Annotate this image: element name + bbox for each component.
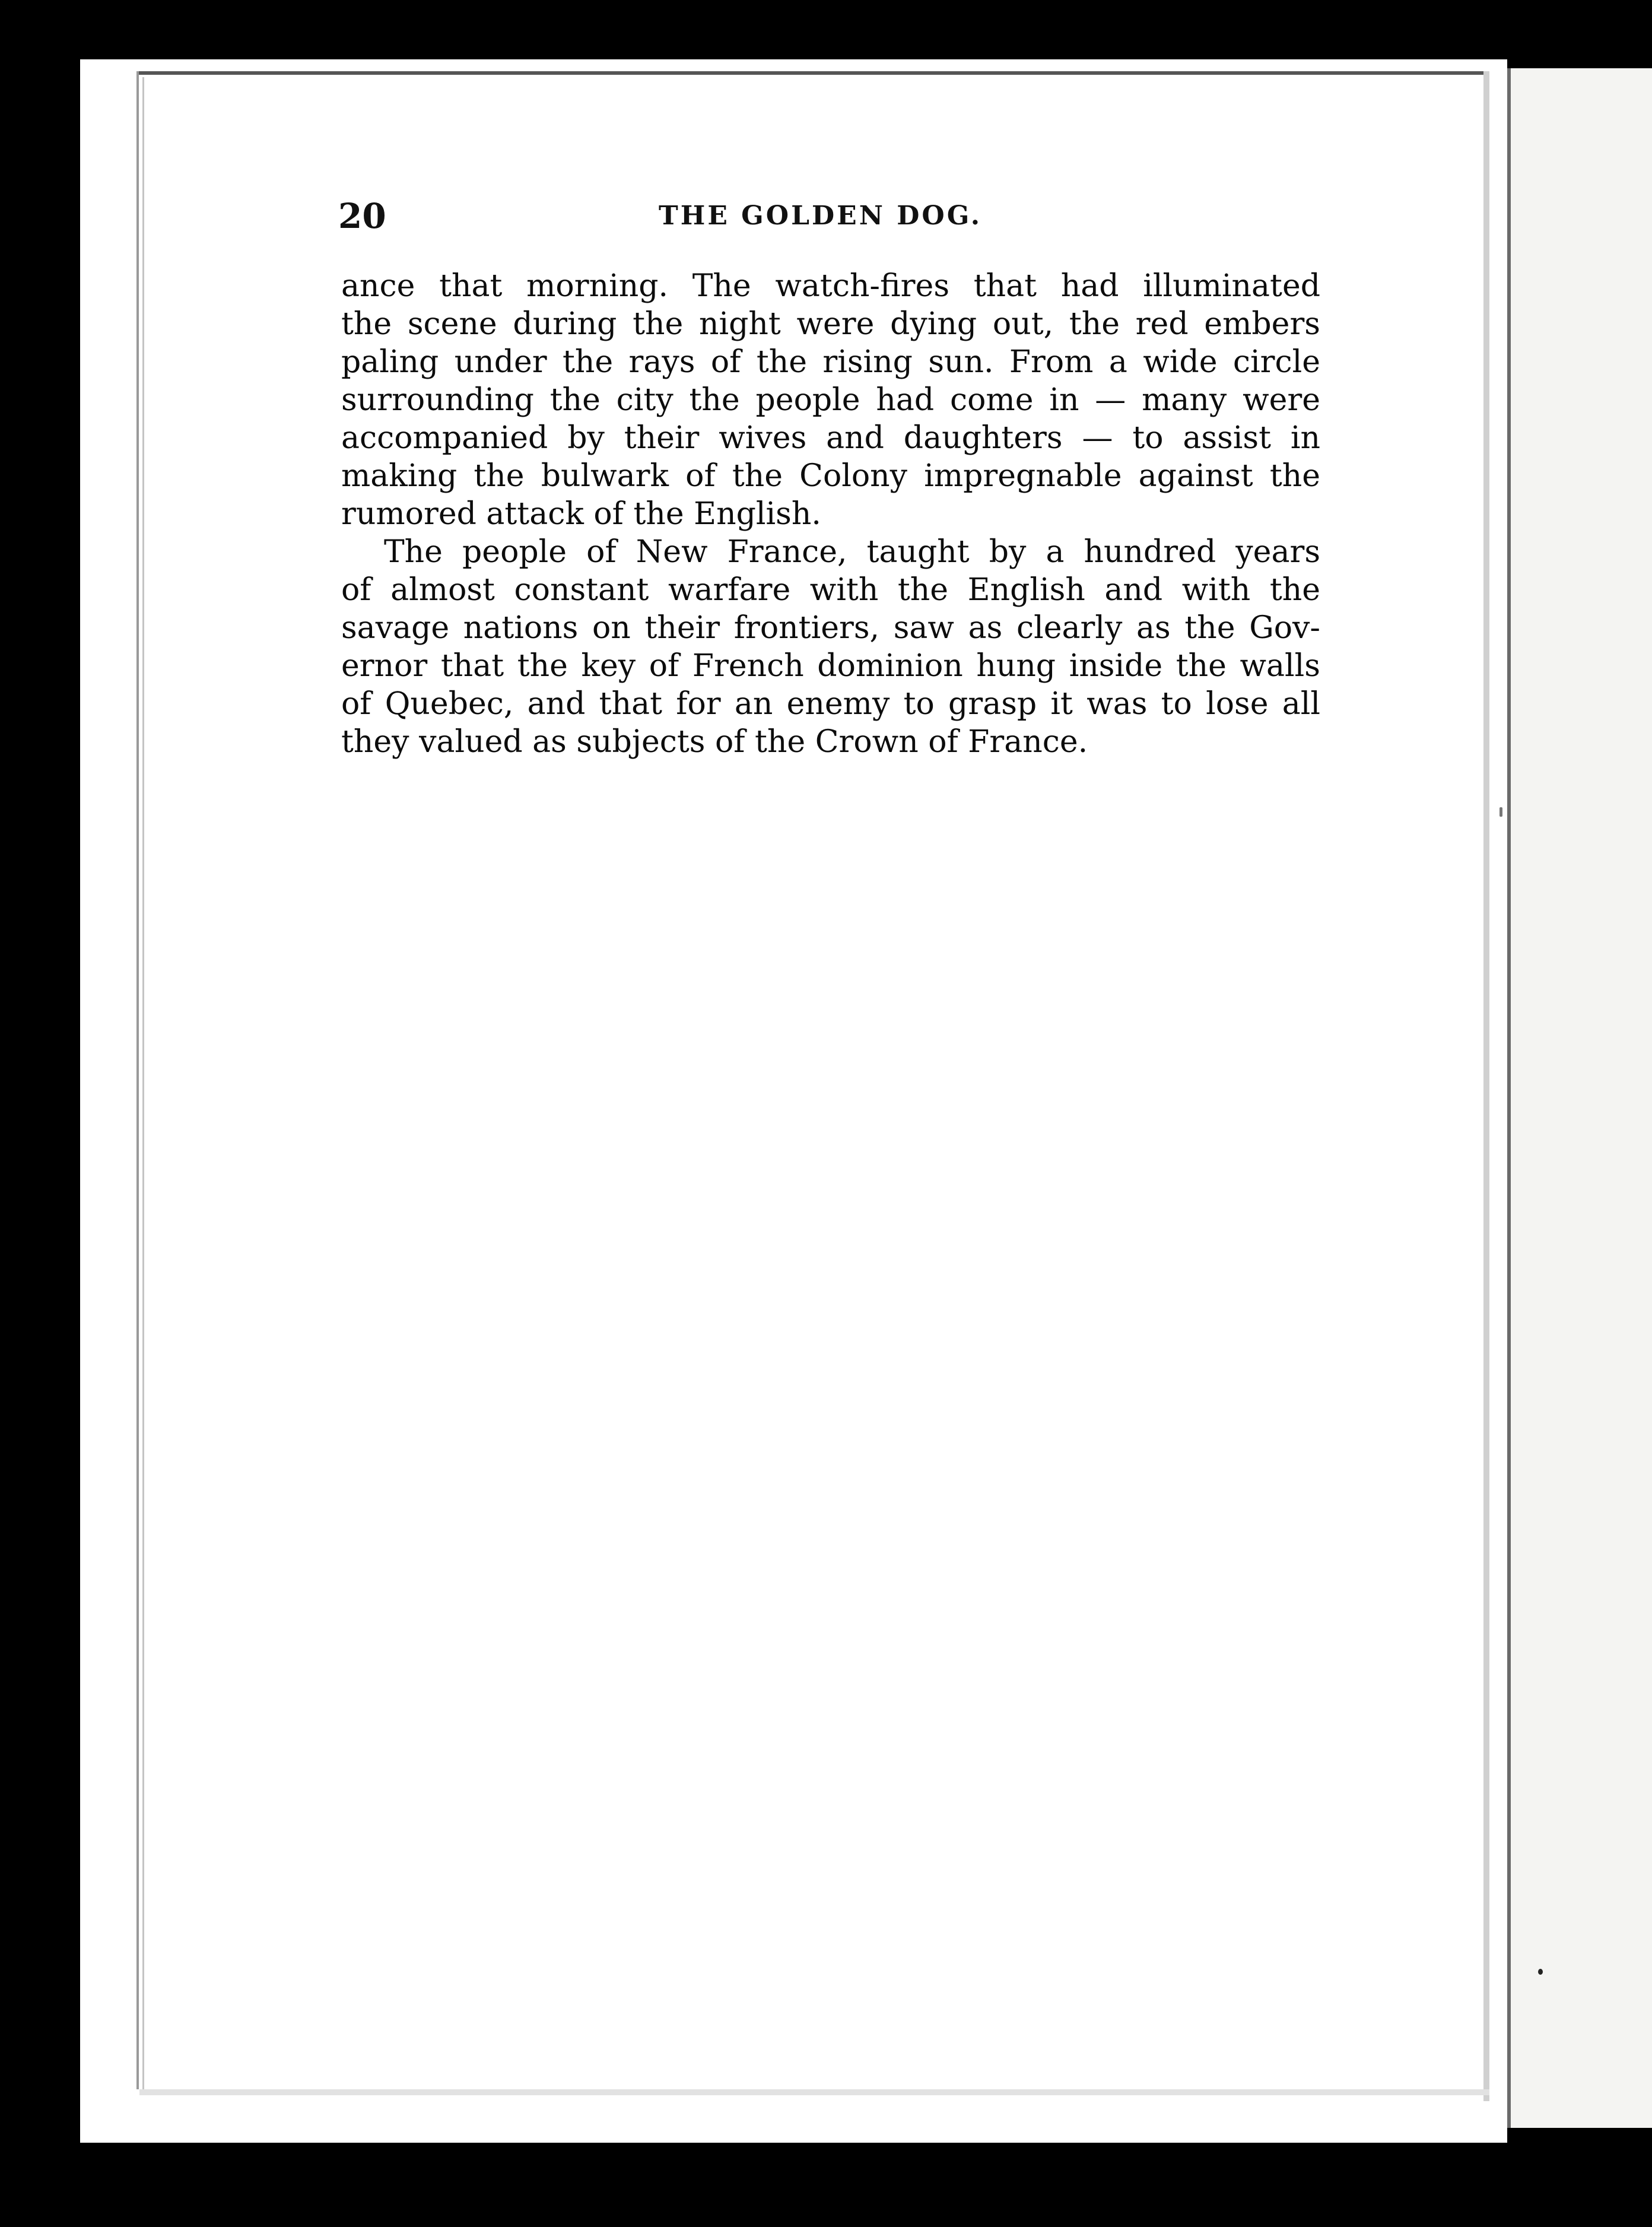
page-edge-left xyxy=(136,71,139,2089)
page-edge-bottom xyxy=(139,2089,1489,2095)
text-line: they valued as subjects of the Crown of France. xyxy=(341,724,1088,760)
page-edge-top xyxy=(136,71,1489,75)
text-line: ernor that the key of French dominion hung inside the walls xyxy=(341,648,1320,684)
page-number: 20 xyxy=(338,196,386,236)
text-line: of almost constant warfare with the English and with the xyxy=(341,572,1320,608)
text-line: ance that morning. The watch-fires that had illuminated xyxy=(341,268,1320,304)
text-line: accompanied by their wives and daughters — to assist in xyxy=(341,420,1320,456)
page-edge-left-inner xyxy=(142,77,144,2089)
running-head xyxy=(338,196,1317,243)
body-text xyxy=(341,267,1320,761)
text-line: rumored attack of the English. xyxy=(341,496,821,532)
scan-speck xyxy=(1499,807,1502,817)
text-line: making the bulwark of the Colony impregnable against the xyxy=(341,458,1320,494)
scan-speck xyxy=(1538,1969,1543,1975)
text-line: paling under the rays of the rising sun. From a wide circle xyxy=(341,344,1320,380)
facing-page-edge xyxy=(1507,68,1652,2128)
text-line: of Quebec, and that for an enemy to grasp it was to lose all xyxy=(341,686,1320,722)
text-line: surrounding the city the people had come in — many were xyxy=(341,382,1320,418)
text-line: the scene during the night were dying out, the red embers xyxy=(341,306,1320,342)
running-title: THE GOLDEN DOG. xyxy=(659,201,983,231)
page-edge-right xyxy=(1483,71,1489,2101)
text-line: savage nations on their frontiers, saw as clearly as the Gov- xyxy=(341,610,1320,646)
text-line: The people of New France, taught by a hundred years xyxy=(384,534,1320,570)
